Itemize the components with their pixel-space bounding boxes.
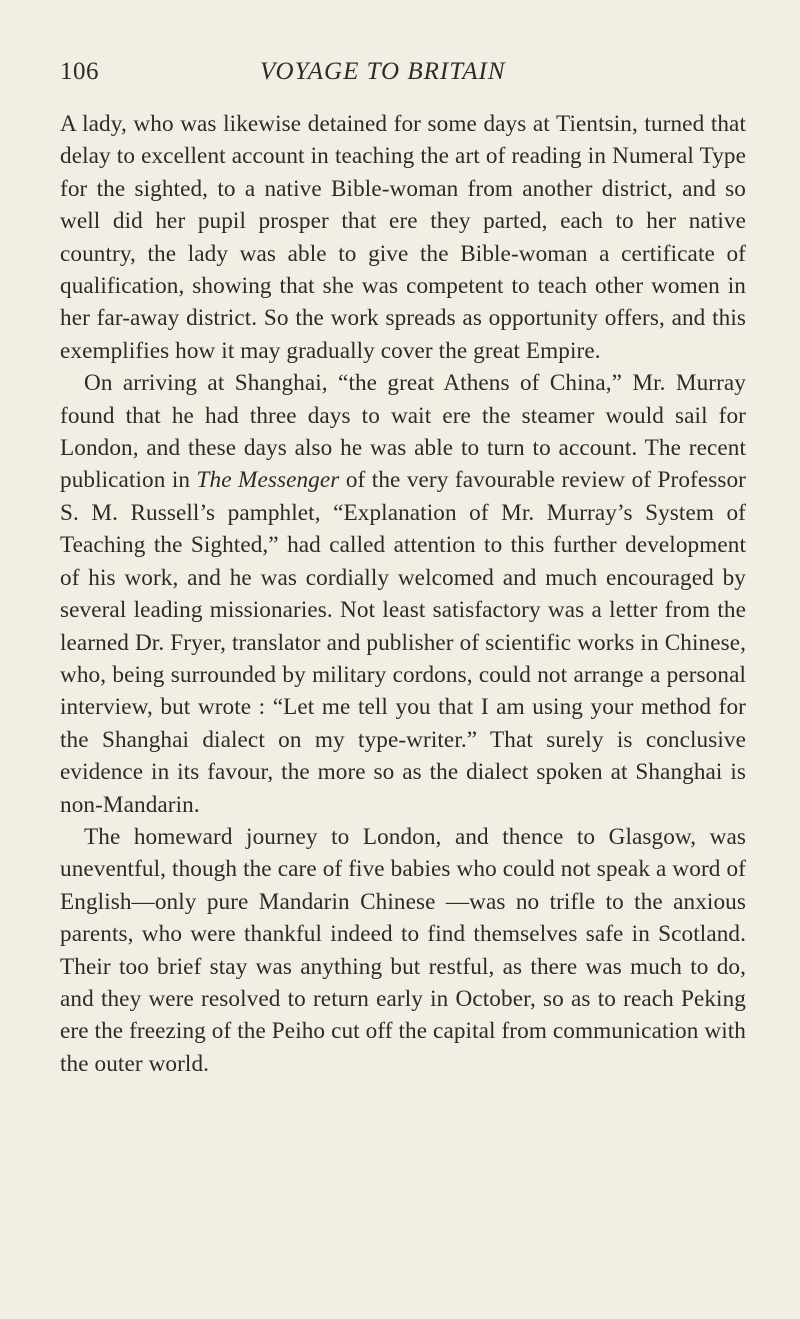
paragraph-2-part-b: of the very favourable review of Professor S. M. Russell’s pamphlet, “Explanation of Mr. Murray’s System of Teaching the Sighted,” had called attention to this further development of his work, and he was cordially welcomed and much encouraged by several leading missionaries. Not least satisfactory was a letter from the learned Dr. Fryer, translator and publisher of scientific works in Chinese, who, being surrounded by military cordons, could not arrange a personal interview, but wrote : “Let me tell you that I am using your method for the Shanghai dialect on my type-writer.” That surely is conclusive evidence in its favour, the more so as the dialect spoken at Shanghai is non-Mandarin.: [60, 467, 747, 818]
paragraph-2-italic-title: The Messenger: [196, 467, 340, 494]
book-page: [60, 52, 746, 1080]
body-text: [60, 108, 746, 1080]
paragraph-2: [60, 367, 746, 821]
page-number: 106: [60, 58, 99, 85]
running-head: [60, 52, 746, 92]
paragraph-3: The homeward journey to London, and thence to Glasgow, was uneventful, though the care of five babies who could not speak a word of English—only pure Mandarin Chinese —was no trifle to the anxious parents, who were thankful indeed to find themselves safe in Scotland. Their too brief stay was anything but restful, as there was much to do, and they were resolved to return early in October, so as to reach Peking ere the freezing of the Peiho cut off the capital from communication with the outer world.: [60, 823, 746, 1077]
paragraph-1: A lady, who was likewise detained for some days at Tientsin, turned that delay to excellent account in teaching the art of reading in Numeral Type for the sighted, to a native Bible-woman from another district, and so well did her pupil prosper that ere they parted, each to her native country, the lady was able to give the Bible-woman a certificate of qualification, showing that she was competent to teach other women in her far-away district. So the work spreads as opportunity offers, and this exemplifies how it may gradually cover the great Empire.: [60, 111, 746, 364]
running-title: VOYAGE TO BRITAIN: [260, 58, 506, 85]
paragraph-2-part-a: On arriving at Shanghai, “the great Athens of China,” Mr. Murray found that he had three days to wait ere the steamer would sail for London, and these days also he was able to turn to account. The recent publication in: [60, 370, 746, 494]
